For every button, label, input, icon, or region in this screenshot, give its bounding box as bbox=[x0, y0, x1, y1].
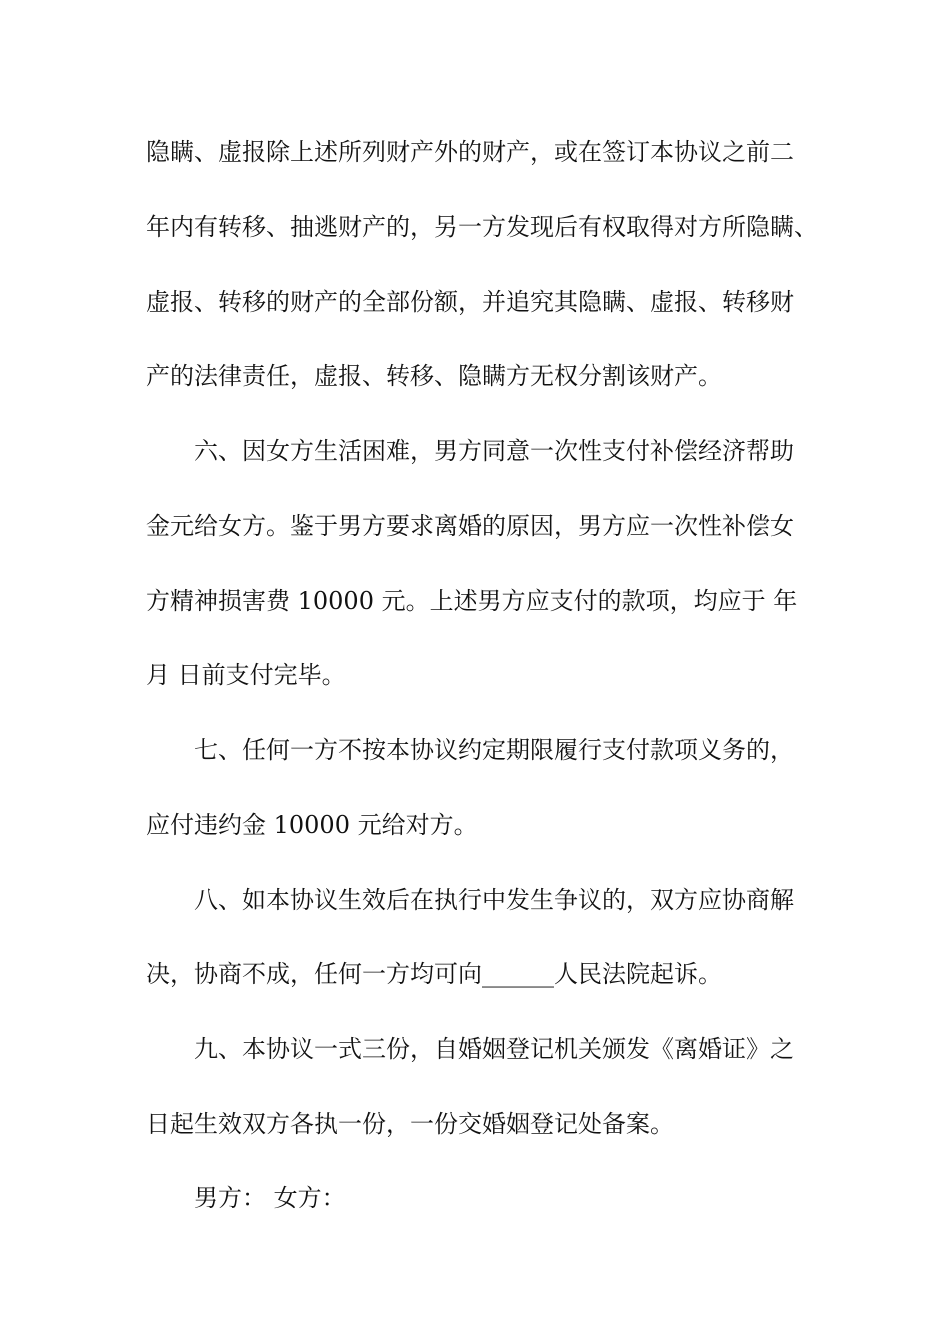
body-line-3: 虚报、转移的财产的全部份额，并追究其隐瞒、虚报、转移财 bbox=[146, 288, 794, 316]
body-line-1: 隐瞒、虚报除上述所列财产外的财产，或在签订本协议之前二 bbox=[146, 138, 794, 166]
clause-seven-line-1: 七、任何一方不按本协议约定期限履行支付款项义务的， bbox=[194, 736, 794, 764]
clause-eight-line-2: 决，协商不成，任何一方均可向______人民法院起诉。 bbox=[146, 960, 722, 988]
clause-six-line-1: 六、因女方生活困难，男方同意一次性支付补偿经济帮助 bbox=[194, 437, 794, 465]
clause-nine-line-1: 九、本协议一式三份，自婚姻登记机关颁发《离婚证》之 bbox=[194, 1035, 794, 1063]
clause-seven-line-2: 应付违约金 10000 元给对方。 bbox=[146, 811, 478, 839]
clause-six-line-4: 月 日前支付完毕。 bbox=[146, 661, 346, 689]
clause-six-line-2: 金元给女方。鉴于男方要求离婚的原因，男方应一次性补偿女 bbox=[146, 512, 794, 540]
body-line-4: 产的法律责任，虚报、转移、隐瞒方无权分割该财产。 bbox=[146, 362, 722, 390]
body-line-2: 年内有转移、抽逃财产的，另一方发现后有权取得对方所隐瞒、 bbox=[146, 213, 818, 241]
clause-eight-line-1: 八、如本协议生效后在执行中发生争议的，双方应协商解 bbox=[194, 886, 794, 914]
clause-six-line-3: 方精神损害费 10000 元。上述男方应支付的款项，均应于 年 bbox=[146, 587, 798, 615]
clause-nine-line-2: 日起生效双方各执一份，一份交婚姻登记处备案。 bbox=[146, 1110, 674, 1138]
signature-line: 男方： 女方： bbox=[194, 1184, 346, 1212]
